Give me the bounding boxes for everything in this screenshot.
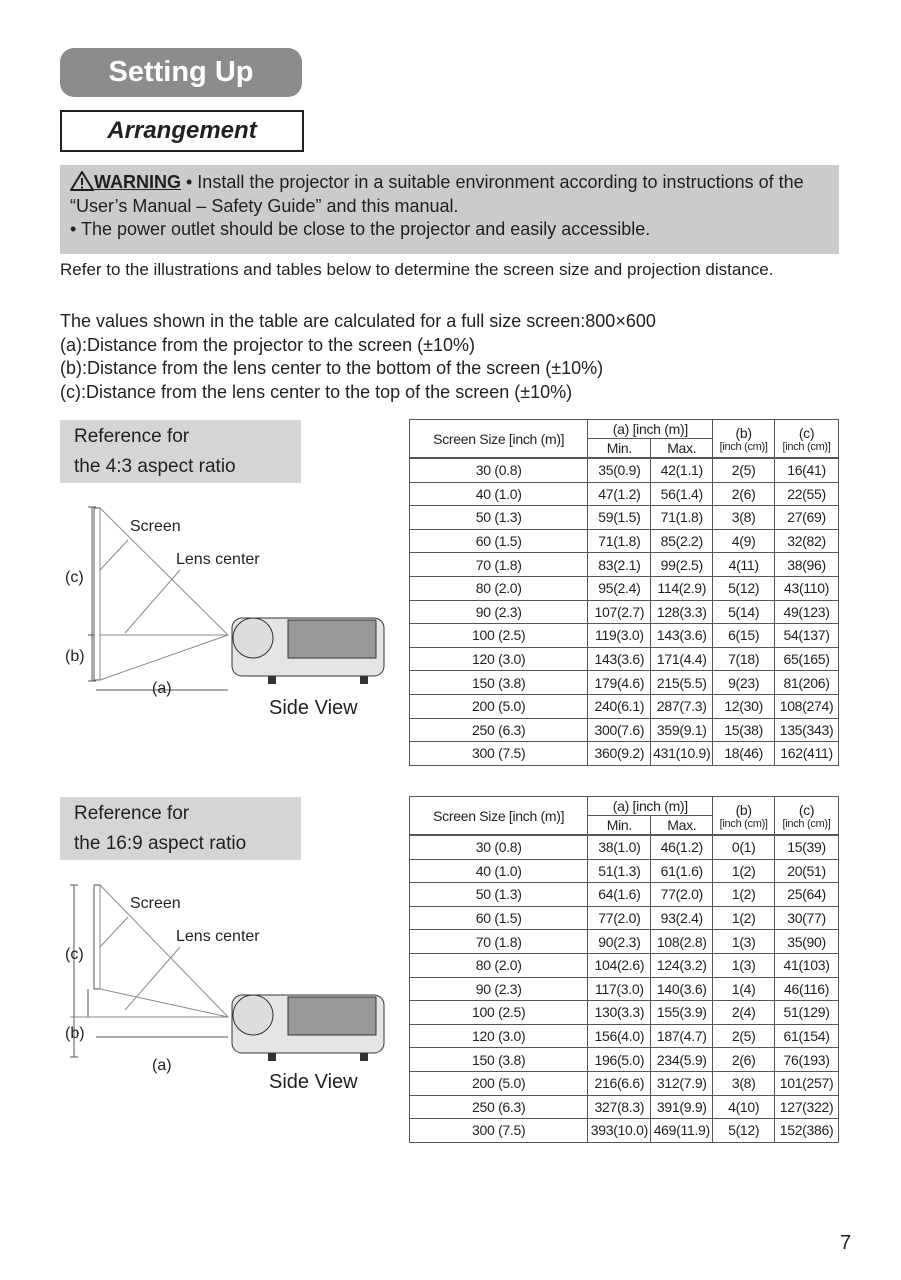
offset-c-cell: 49(123) [775, 600, 839, 624]
note-4: (c):Distance from the lens center to the top of the screen (±10%) [60, 382, 573, 402]
screen-size-cell: 90 (2.3) [410, 977, 588, 1001]
label-screen: Screen [130, 518, 181, 535]
offset-b-cell: 4(9) [713, 529, 775, 553]
table-row [410, 576, 839, 600]
table-row [410, 600, 839, 624]
note-2: (a):Distance from the projector to the screen (±10%) [60, 335, 476, 355]
distance-max-cell: 287(7.3) [651, 694, 713, 718]
offset-c-cell: 15(39) [775, 835, 839, 859]
screen-size-cell: 80 (2.0) [410, 953, 588, 977]
distance-min-cell: 117(3.0) [588, 977, 651, 1001]
screen-size-cell: 40 (1.0) [410, 482, 588, 506]
table-row [410, 647, 839, 671]
offset-c-cell: 51(129) [775, 1001, 839, 1025]
distance-min-cell: 216(6.6) [588, 1071, 651, 1095]
ref-line-1: Reference for [74, 426, 190, 447]
offset-b-cell: 1(2) [713, 906, 775, 930]
screen-size-cell: 60 (1.5) [410, 906, 588, 930]
header-distance-a: (a) [inch (m)] [588, 420, 713, 439]
offset-c-cell: 20(51) [775, 859, 839, 883]
screen-size-cell: 50 (1.3) [410, 883, 588, 907]
table-row [410, 694, 839, 718]
distance-min-cell: 143(3.6) [588, 647, 651, 671]
screen-size-cell: 250 (6.3) [410, 1095, 588, 1119]
distance-min-cell: 95(2.4) [588, 576, 651, 600]
table-row [410, 1071, 839, 1095]
label-c: (c) [65, 946, 84, 963]
offset-b-cell: 2(5) [713, 1024, 775, 1048]
distance-min-cell: 90(2.3) [588, 930, 651, 954]
screen-size-cell: 100 (2.5) [410, 624, 588, 648]
offset-c-cell: 127(322) [775, 1095, 839, 1119]
warning-label: WARNING [94, 172, 181, 192]
offset-b-cell: 5(12) [713, 1119, 775, 1143]
screen-size-cell: 200 (5.0) [410, 694, 588, 718]
ref-line-2: the 16:9 aspect ratio [74, 833, 247, 854]
header-c [775, 420, 839, 459]
label-side-view: Side View [269, 697, 358, 719]
label-c: (c) [65, 569, 84, 586]
screen-size-cell: 70 (1.8) [410, 553, 588, 577]
note-1: The values shown in the table are calculated for a full size screen:800×600 [60, 311, 656, 331]
offset-c-cell: 46(116) [775, 977, 839, 1001]
table-row [410, 906, 839, 930]
table-row [410, 977, 839, 1001]
table-row [410, 482, 839, 506]
label-lens-center: Lens center [176, 551, 260, 568]
distance-max-cell: 46(1.2) [651, 835, 713, 859]
offset-c-cell: 65(165) [775, 647, 839, 671]
screen-size-cell: 70 (1.8) [410, 930, 588, 954]
table-row [410, 1048, 839, 1072]
distance-max-cell: 234(5.9) [651, 1048, 713, 1072]
header-c-unit: [inch (cm)] [782, 440, 831, 453]
offset-b-cell: 12(30) [713, 694, 775, 718]
distance-min-cell: 107(2.7) [588, 600, 651, 624]
distance-max-cell: 312(7.9) [651, 1071, 713, 1095]
screen-size-cell: 200 (5.0) [410, 1071, 588, 1095]
reference-box-16-9 [60, 797, 301, 860]
table-row [410, 835, 839, 859]
offset-c-cell: 35(90) [775, 930, 839, 954]
distance-max-cell: 114(2.9) [651, 576, 713, 600]
distance-max-cell: 61(1.6) [651, 859, 713, 883]
label-screen: Screen [130, 895, 181, 912]
offset-b-cell: 1(3) [713, 930, 775, 954]
label-b: (b) [65, 648, 85, 665]
distance-max-cell: 431(10.9) [651, 742, 713, 766]
offset-b-cell: 1(4) [713, 977, 775, 1001]
offset-b-cell: 2(6) [713, 482, 775, 506]
offset-c-cell: 61(154) [775, 1024, 839, 1048]
header-c-unit: [inch (cm)] [782, 817, 831, 830]
table-row [410, 553, 839, 577]
offset-b-cell: 6(15) [713, 624, 775, 648]
offset-b-cell: 2(5) [713, 458, 775, 482]
offset-b-cell: 3(8) [713, 506, 775, 530]
header-row [410, 420, 839, 439]
offset-b-cell: 15(38) [713, 718, 775, 742]
table-row [410, 1119, 839, 1143]
table-row [410, 883, 839, 907]
table-row [410, 718, 839, 742]
table-row [410, 506, 839, 530]
offset-c-cell: 38(96) [775, 553, 839, 577]
screen-size-cell: 100 (2.5) [410, 1001, 588, 1025]
distance-max-cell: 215(5.5) [651, 671, 713, 695]
warning-text-1: • Install the projector in a suitable environment according to instructions of the “User’s Manual – Safety Guide” and this manual. [70, 172, 804, 216]
label-lens-center: Lens center [176, 928, 260, 945]
distance-min-cell: 59(1.5) [588, 506, 651, 530]
warning-text-2: • The power outlet should be close to the projector and easily accessible. [70, 219, 651, 239]
header-min: Min. [588, 816, 651, 836]
offset-b-cell: 1(2) [713, 859, 775, 883]
offset-c-cell: 22(55) [775, 482, 839, 506]
ref-line-1: Reference for [74, 803, 190, 824]
table-row [410, 458, 839, 482]
offset-c-cell: 135(343) [775, 718, 839, 742]
header-screen-size: Screen Size [inch (m)] [410, 420, 588, 459]
distance-min-cell: 71(1.8) [588, 529, 651, 553]
projection-diagram [60, 500, 400, 730]
distance-min-cell: 179(4.6) [588, 671, 651, 695]
screen-size-cell: 150 (3.8) [410, 1048, 588, 1072]
table-row [410, 624, 839, 648]
offset-c-cell: 108(274) [775, 694, 839, 718]
table-row [410, 930, 839, 954]
header-c-label: (c) [798, 801, 815, 818]
distance-min-cell: 64(1.6) [588, 883, 651, 907]
header-max: Max. [651, 439, 713, 459]
header-row [410, 797, 839, 816]
screen-size-cell: 50 (1.3) [410, 506, 588, 530]
distance-max-cell: 128(3.3) [651, 600, 713, 624]
offset-b-cell: 5(12) [713, 576, 775, 600]
offset-b-cell: 1(2) [713, 883, 775, 907]
offset-b-cell: 3(8) [713, 1071, 775, 1095]
distance-max-cell: 71(1.8) [651, 506, 713, 530]
offset-b-cell: 4(11) [713, 553, 775, 577]
intro-text: Refer to the illustrations and tables below to determine the screen size and projection distance. [60, 260, 774, 279]
distance-max-cell: 143(3.6) [651, 624, 713, 648]
header-max: Max. [651, 816, 713, 836]
header-b-unit: [inch (cm)] [719, 817, 768, 830]
ref-line-2: the 4:3 aspect ratio [74, 456, 236, 477]
offset-c-cell: 32(82) [775, 529, 839, 553]
table-row [410, 1024, 839, 1048]
offset-c-cell: 25(64) [775, 883, 839, 907]
screen-size-cell: 120 (3.0) [410, 647, 588, 671]
offset-b-cell: 7(18) [713, 647, 775, 671]
header-c [775, 797, 839, 836]
distance-min-cell: 360(9.2) [588, 742, 651, 766]
screen-size-cell: 300 (7.5) [410, 1119, 588, 1143]
distance-min-cell: 240(6.1) [588, 694, 651, 718]
distance-max-cell: 93(2.4) [651, 906, 713, 930]
table-row [410, 1095, 839, 1119]
label-b: (b) [65, 1025, 85, 1042]
table-row [410, 529, 839, 553]
offset-b-cell: 1(3) [713, 953, 775, 977]
distance-min-cell: 77(2.0) [588, 906, 651, 930]
screen-size-cell: 120 (3.0) [410, 1024, 588, 1048]
distance-max-cell: 77(2.0) [651, 883, 713, 907]
distance-max-cell: 187(4.7) [651, 1024, 713, 1048]
distance-max-cell: 469(11.9) [651, 1119, 713, 1143]
label-side-view: Side View [269, 1071, 358, 1093]
offset-c-cell: 54(137) [775, 624, 839, 648]
offset-b-cell: 18(46) [713, 742, 775, 766]
side-view-diagram-16-9 [60, 877, 400, 1107]
screen-size-cell: 300 (7.5) [410, 742, 588, 766]
offset-b-cell: 9(23) [713, 671, 775, 695]
screen-size-cell: 80 (2.0) [410, 576, 588, 600]
screen-size-cell: 40 (1.0) [410, 859, 588, 883]
label-a: (a) [152, 1057, 172, 1074]
screen-size-cell: 30 (0.8) [410, 458, 588, 482]
offset-c-cell: 101(257) [775, 1071, 839, 1095]
distance-max-cell: 155(3.9) [651, 1001, 713, 1025]
distance-min-cell: 83(2.1) [588, 553, 651, 577]
distance-max-cell: 171(4.4) [651, 647, 713, 671]
distance-max-cell: 56(1.4) [651, 482, 713, 506]
table-row [410, 859, 839, 883]
header-distance-a: (a) [inch (m)] [588, 797, 713, 816]
subsection-title: Arrangement [60, 110, 304, 152]
header-screen-size: Screen Size [inch (m)] [410, 797, 588, 836]
distance-min-cell: 393(10.0) [588, 1119, 651, 1143]
table-row [410, 742, 839, 766]
distance-min-cell: 300(7.6) [588, 718, 651, 742]
distance-max-cell: 42(1.1) [651, 458, 713, 482]
header-c-label: (c) [798, 424, 815, 441]
warning-box [60, 165, 839, 254]
header-b-label: (b) [735, 424, 752, 441]
screen-size-cell: 30 (0.8) [410, 835, 588, 859]
header-b-label: (b) [735, 801, 752, 818]
page-number: 7 [840, 1232, 852, 1254]
distance-min-cell: 35(0.9) [588, 458, 651, 482]
header-b [713, 797, 775, 836]
screen-size-cell: 60 (1.5) [410, 529, 588, 553]
distance-table-16-9 [409, 796, 839, 1143]
offset-c-cell: 152(386) [775, 1119, 839, 1143]
distance-table-4-3 [409, 419, 839, 766]
distance-max-cell: 359(9.1) [651, 718, 713, 742]
offset-c-cell: 27(69) [775, 506, 839, 530]
distance-min-cell: 196(5.0) [588, 1048, 651, 1072]
header-b-unit: [inch (cm)] [719, 440, 768, 453]
distance-min-cell: 38(1.0) [588, 835, 651, 859]
distance-min-cell: 119(3.0) [588, 624, 651, 648]
label-a: (a) [152, 680, 172, 697]
table-row [410, 671, 839, 695]
distance-max-cell: 391(9.9) [651, 1095, 713, 1119]
offset-b-cell: 5(14) [713, 600, 775, 624]
offset-b-cell: 2(6) [713, 1048, 775, 1072]
distance-max-cell: 108(2.8) [651, 930, 713, 954]
table-row [410, 953, 839, 977]
reference-box-4-3 [60, 420, 301, 483]
screen-size-cell: 90 (2.3) [410, 600, 588, 624]
distance-min-cell: 327(8.3) [588, 1095, 651, 1119]
distance-max-cell: 99(2.5) [651, 553, 713, 577]
side-view-diagram-4-3 [60, 500, 400, 730]
header-min: Min. [588, 439, 651, 459]
screen-size-cell: 150 (3.8) [410, 671, 588, 695]
offset-b-cell: 4(10) [713, 1095, 775, 1119]
distance-min-cell: 47(1.2) [588, 482, 651, 506]
note-3: (b):Distance from the lens center to the bottom of the screen (±10%) [60, 358, 604, 378]
offset-c-cell: 162(411) [775, 742, 839, 766]
distance-max-cell: 140(3.6) [651, 977, 713, 1001]
offset-c-cell: 43(110) [775, 576, 839, 600]
screen-size-cell: 250 (6.3) [410, 718, 588, 742]
distance-min-cell: 51(1.3) [588, 859, 651, 883]
distance-min-cell: 104(2.6) [588, 953, 651, 977]
offset-b-cell: 0(1) [713, 835, 775, 859]
warning-icon [70, 172, 94, 192]
offset-c-cell: 41(103) [775, 953, 839, 977]
offset-c-cell: 76(193) [775, 1048, 839, 1072]
distance-min-cell: 156(4.0) [588, 1024, 651, 1048]
distance-min-cell: 130(3.3) [588, 1001, 651, 1025]
offset-c-cell: 81(206) [775, 671, 839, 695]
distance-max-cell: 124(3.2) [651, 953, 713, 977]
offset-c-cell: 30(77) [775, 906, 839, 930]
distance-max-cell: 85(2.2) [651, 529, 713, 553]
header-b [713, 420, 775, 459]
offset-c-cell: 16(41) [775, 458, 839, 482]
offset-b-cell: 2(4) [713, 1001, 775, 1025]
section-title: Setting Up [60, 48, 302, 97]
table-row [410, 1001, 839, 1025]
